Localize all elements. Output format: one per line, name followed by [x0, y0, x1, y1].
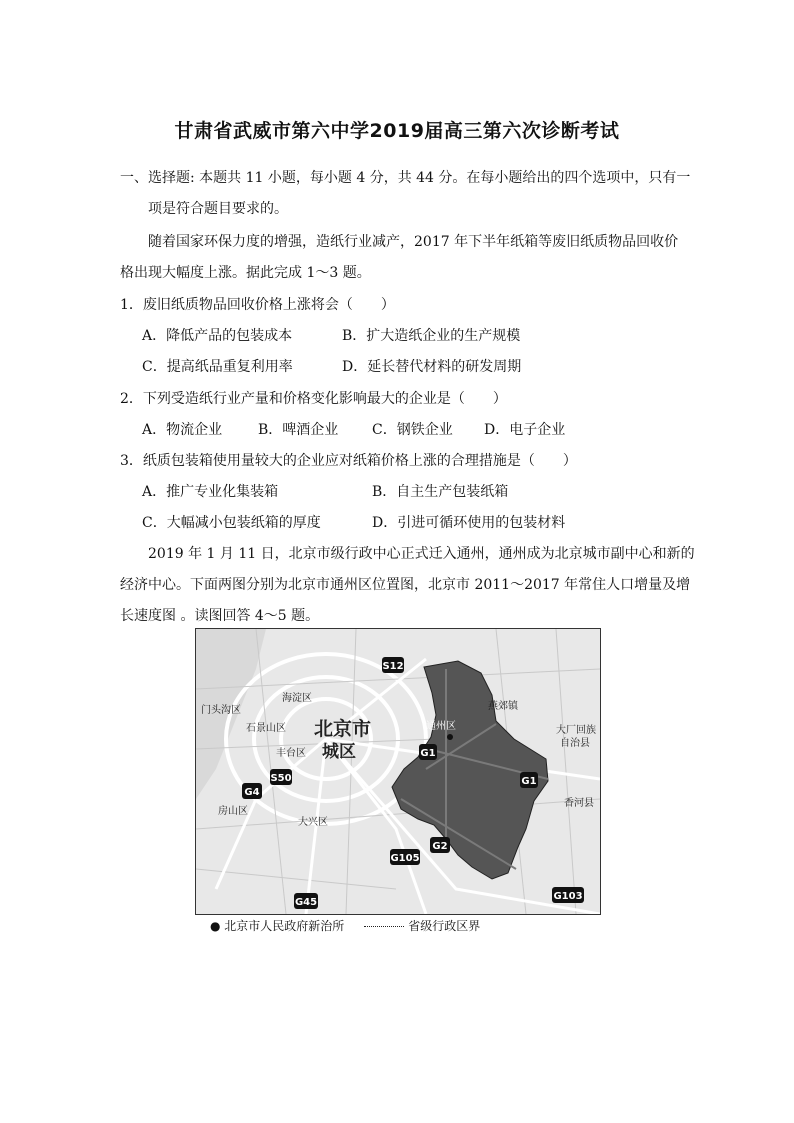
question2-option-d: D．电子企业 — [484, 422, 566, 438]
svg-text:G4: G4 — [244, 787, 260, 798]
label-xianghe: 香河县 — [564, 798, 594, 809]
question1-option-a: A．降低产品的包装成本 — [142, 328, 293, 344]
label-daxing: 大兴区 — [298, 817, 328, 828]
road-shield-g1-east — [520, 772, 538, 788]
question2-option-b: B．啤酒企业 — [258, 422, 339, 438]
passage2-line3: 长速度图 。读图回答 4～5 题。 — [120, 608, 320, 624]
label-shijingshan: 石景山区 — [246, 723, 286, 734]
question2-stem: 2．下列受造纸行业产量和价格变化影响最大的企业是（ ） — [120, 391, 507, 407]
section-instruction-line2: 项是符合题目要求的。 — [148, 201, 288, 217]
label-fengtai: 丰台区 — [276, 748, 306, 759]
question2-option-a: A．物流企业 — [142, 422, 223, 438]
svg-text:S12: S12 — [382, 661, 404, 672]
legend-government-seat: ● 北京市人民政府新治所 — [210, 919, 345, 933]
label-haidian: 海淀区 — [282, 693, 312, 704]
question3-option-b: B．自主生产包装纸箱 — [372, 484, 509, 500]
svg-text:G45: G45 — [294, 897, 318, 908]
label-fangshan: 房山区 — [218, 806, 248, 817]
map-legend — [210, 917, 480, 934]
question1-option-c: C．提高纸品重复利用率 — [142, 359, 293, 375]
question1-stem: 1．废旧纸质物品回收价格上涨将会（ ） — [120, 297, 395, 313]
label-yanjiao: 燕郊镇 — [488, 701, 518, 712]
passage2-line1: 2019 年 1 月 11 日，北京市级行政中心正式迁入通州，通州成为北京城市副中心和新的 — [148, 546, 695, 562]
label-dachang-2: 自治县 — [560, 738, 590, 749]
question3-option-c: C．大幅减小包装纸箱的厚度 — [142, 515, 321, 531]
section-instruction-line1: 一、选择题: 本题共 11 小题，每小题 4 分，共 44 分。在每小题给出的四个选项中，只有一 — [120, 170, 691, 186]
legend-boundary: 省级行政区界 — [408, 919, 481, 933]
label-urban-area: 城区 — [322, 742, 356, 762]
road-shield-g1-west — [419, 744, 437, 760]
question1-option-d: D．延长替代材料的研发周期 — [342, 359, 522, 375]
label-tongzhou: 通州区 — [426, 721, 456, 732]
svg-text:S50: S50 — [270, 773, 292, 784]
question3-option-d: D．引进可循环使用的包装材料 — [372, 515, 566, 531]
svg-text:G1: G1 — [521, 776, 537, 787]
svg-text:G105: G105 — [390, 853, 420, 864]
svg-text:G103: G103 — [553, 891, 583, 902]
page-title: 甘肃省武威市第六中学2019届高三第六次诊断考试 — [174, 120, 620, 142]
question2-option-c: C．钢铁企业 — [372, 422, 453, 438]
svg-text:G2: G2 — [432, 841, 448, 852]
road-shield-g105 — [390, 849, 420, 865]
road-shield-g2 — [430, 837, 450, 853]
road-shield-g103 — [552, 887, 584, 903]
tongzhou-location-map — [195, 628, 601, 915]
road-shield-g45 — [294, 893, 318, 909]
legend-boundary-line-icon — [364, 926, 404, 927]
road-shield-s50 — [270, 769, 292, 785]
road-shield-s12 — [382, 657, 404, 673]
question1-option-b: B．扩大造纸企业的生产规模 — [342, 328, 521, 344]
government-seat-marker — [447, 734, 453, 740]
label-mentougou: 门头沟区 — [201, 705, 241, 716]
label-dachang-1: 大厂回族 — [556, 725, 596, 736]
passage1-line1: 随着国家环保力度的增强，造纸行业减产，2017 年下半年纸箱等废旧纸质物品回收价 — [148, 234, 679, 250]
road-shield-g4 — [242, 783, 262, 799]
passage1-line2: 格出现大幅度上涨。据此完成 1～3 题。 — [120, 265, 371, 281]
map-svg — [196, 629, 600, 914]
label-beijing-city: 北京市 — [314, 718, 372, 740]
question3-option-a: A．推广专业化集装箱 — [142, 484, 279, 500]
passage2-line2: 经济中心。下面两图分别为北京市通州区位置图，北京市 2011～2017 年常住人口增量及增 — [120, 577, 691, 593]
question3-stem: 3．纸质包装箱使用量较大的企业应对纸箱价格上涨的合理措施是（ ） — [120, 453, 577, 469]
svg-text:G1: G1 — [420, 748, 436, 759]
